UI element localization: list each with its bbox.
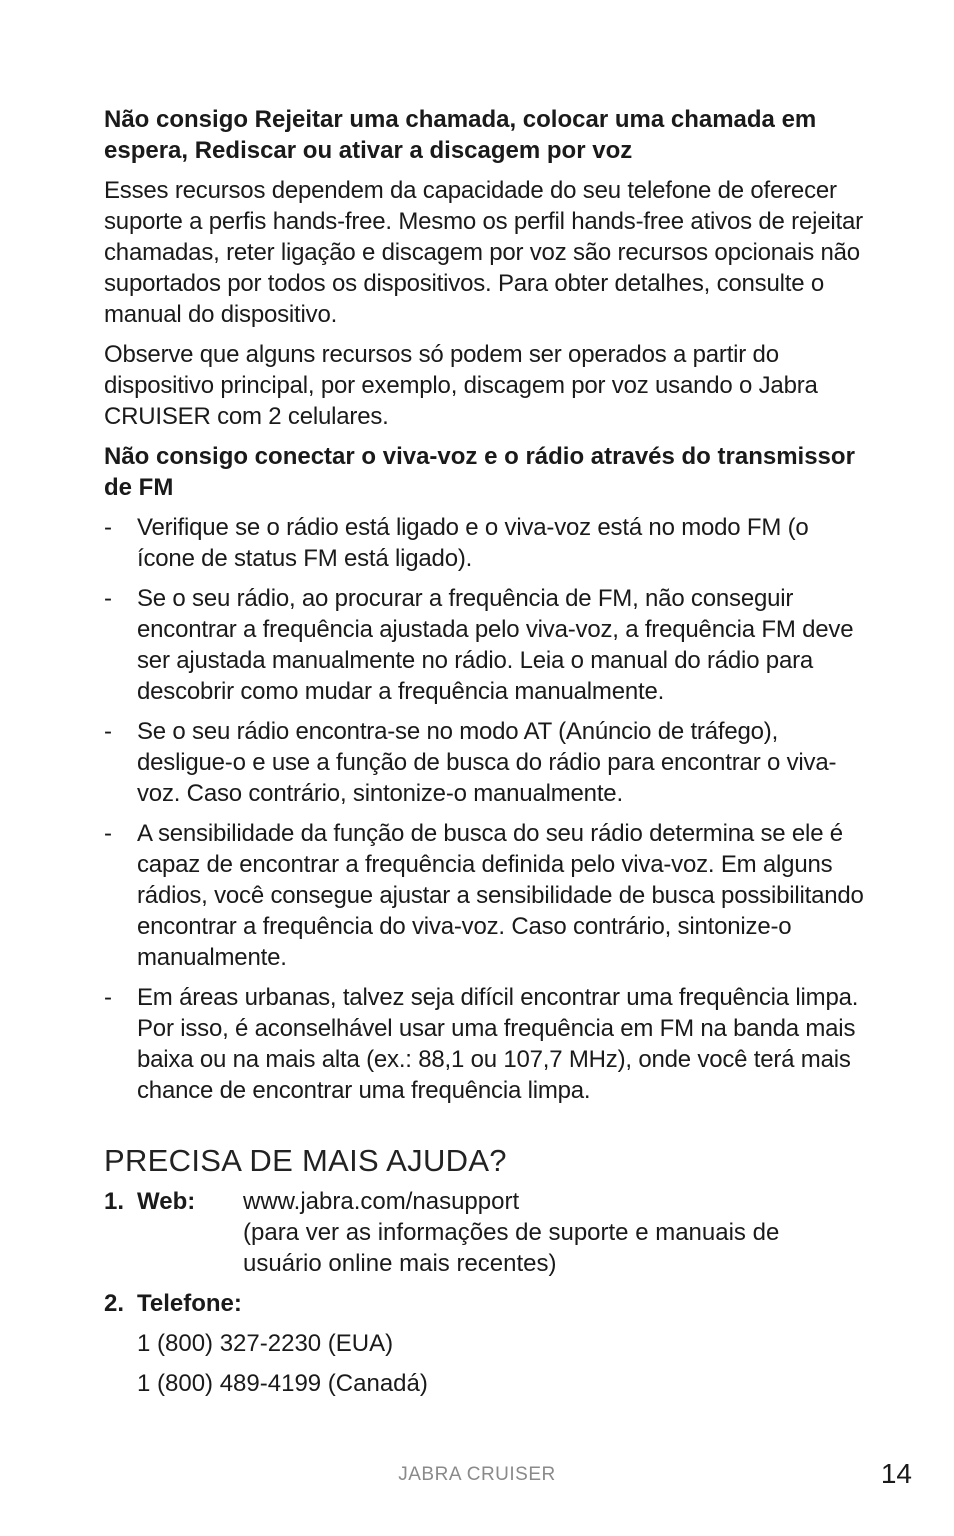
page-number: 14 <box>880 1458 912 1489</box>
list-item-text: Verifique se o rádio está ligado e o viva-voz está no modo FM (o ícone de status FM está ligado). <box>137 514 809 572</box>
help-phone-number: 2. <box>104 1290 125 1317</box>
paragraph-features-depend: Esses recursos dependem da capacidade do seu telefone de oferecer suporte a perfis hands-free. Mesmo os perfil hands-free ativos de rejeitar chamadas, reter ligação e discagem por voz são recursos opcionais não suportados por todos os dispositivos. Para obter detalhes, consulte o manual do dispositivo. <box>104 177 863 328</box>
help-web-row <box>104 1186 864 1279</box>
fm-troubleshooting-list <box>104 512 864 1106</box>
section-heading-fm-transmitter: Não consigo conectar o viva-voz e o rádio através do transmissor de FM <box>104 443 855 501</box>
list-item <box>104 583 864 707</box>
list-item-text: Se o seu rádio encontra-se no modo AT (Anúncio de tráfego), desligue-o e use a função de busca do rádio para encontrar o viva-voz. Caso contrário, sintonize-o manualmente. <box>137 718 837 807</box>
list-item <box>104 716 864 809</box>
list-item <box>104 512 864 574</box>
help-phone-row <box>104 1288 864 1319</box>
bullet-dash: - <box>104 820 112 847</box>
bullet-dash: - <box>104 585 112 612</box>
list-item-text: A sensibilidade da função de busca do seu rádio determina se ele é capaz de encontrar a frequência definida pelo viva-voz. Em alguns rádios, você consegue ajustar a sensibilidade de busca possibilitando encontrar a frequência do viva-voz. Caso contrário, sintonize-o manualmente. <box>137 820 864 971</box>
help-web-body <box>243 1186 864 1279</box>
phone-number-usa: 1 (800) 327-2230 (EUA) <box>137 1330 394 1357</box>
paragraph-main-device-note: Observe que alguns recursos só podem ser operados a partir do dispositivo principal, por exemplo, discagem por voz usando o Jabra CRUISER com 2 celulares. <box>104 341 818 430</box>
support-url-link[interactable]: www.jabra.com/nasupport <box>243 1188 520 1215</box>
bullet-dash: - <box>104 984 112 1011</box>
section-heading-reject-call: Não consigo Rejeitar uma chamada, colocar uma chamada em espera, Rediscar ou ativar a discagem por voz <box>104 106 817 164</box>
list-item-text: Em áreas urbanas, talvez seja difícil encontrar uma frequência limpa. Por isso, é aconselhável usar uma frequência em FM na banda mais baixa ou na mais alta (ex.: 88,1 ou 107,7 MHz), onde você terá mais chance de encontrar uma frequência limpa. <box>137 984 859 1104</box>
footer-brand: JABRA CRUISER <box>398 1464 556 1485</box>
document-body <box>104 104 864 1408</box>
list-item <box>104 982 864 1106</box>
bullet-dash: - <box>104 718 112 745</box>
help-phone-label: Telefone: <box>137 1290 242 1317</box>
list-item-text: Se o seu rádio, ao procurar a frequência de FM, não conseguir encontrar a frequência ajustada pelo viva-voz, a frequência FM deve ser ajustada manualmente no rádio. Leia o manual do rádio para descobrir como mudar a frequência manualmente. <box>137 585 854 705</box>
phone-number-canada: 1 (800) 489-4199 (Canadá) <box>137 1370 428 1397</box>
help-section-title: PRECISA DE MAIS AJUDA? <box>104 1143 507 1178</box>
bullet-dash: - <box>104 514 112 541</box>
support-url-note: (para ver as informações de suporte e manuais de usuário online mais recentes) <box>243 1219 780 1277</box>
list-item <box>104 818 864 973</box>
help-web-label: Web: <box>137 1188 196 1215</box>
help-web-number: 1. <box>104 1188 125 1215</box>
